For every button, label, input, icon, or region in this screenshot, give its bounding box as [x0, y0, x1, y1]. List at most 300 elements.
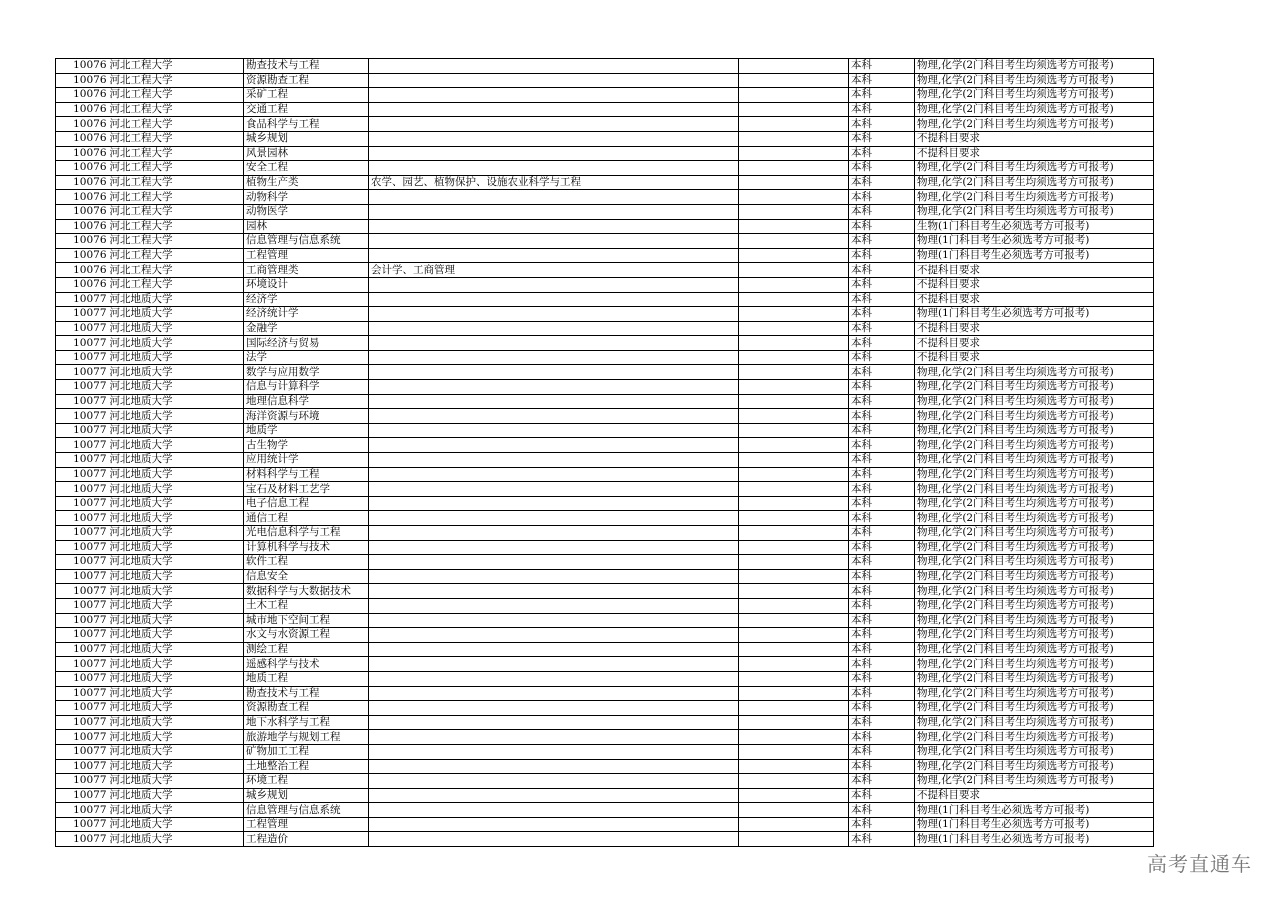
school-code-cell: 10076: [56, 161, 109, 176]
school-name-cell: 河北地质大学: [109, 467, 244, 482]
blank-cell: [739, 613, 849, 628]
subject-requirement-cell: 物理,化学(2门科目考生均须选考方可报考): [915, 423, 1154, 438]
subject-requirement-cell: 物理,化学(2门科目考生均须选考方可报考): [915, 657, 1154, 672]
school-name-cell: 河北地质大学: [109, 292, 244, 307]
subject-requirement-cell: 物理,化学(2门科目考生均须选考方可报考): [915, 175, 1154, 190]
school-code-cell: 10077: [56, 336, 109, 351]
level-cell: 本科: [849, 453, 915, 468]
blank-cell: [739, 88, 849, 103]
blank-cell: [739, 511, 849, 526]
blank-cell: [739, 336, 849, 351]
school-name-cell: 河北工程大学: [109, 248, 244, 263]
included-majors-cell: [369, 453, 739, 468]
table-row: [56, 365, 1154, 380]
major-name-cell: 国际经济与贸易: [244, 336, 369, 351]
table-row: [56, 671, 1154, 686]
major-name-cell: 海洋资源与环境: [244, 409, 369, 424]
school-code-cell: 10077: [56, 642, 109, 657]
subject-requirement-cell: 不提科目要求: [915, 131, 1154, 146]
included-majors-cell: [369, 730, 739, 745]
school-name-cell: 河北地质大学: [109, 613, 244, 628]
blank-cell: [739, 234, 849, 249]
major-name-cell: 食品科学与工程: [244, 117, 369, 132]
level-cell: 本科: [849, 671, 915, 686]
school-code-cell: 10076: [56, 234, 109, 249]
table-row: [56, 380, 1154, 395]
level-cell: 本科: [849, 496, 915, 511]
table-body: [56, 59, 1154, 847]
table-row: [56, 88, 1154, 103]
table-row: [56, 277, 1154, 292]
school-code-cell: 10076: [56, 73, 109, 88]
level-cell: 本科: [849, 117, 915, 132]
blank-cell: [739, 146, 849, 161]
included-majors-cell: [369, 146, 739, 161]
table-row: [56, 438, 1154, 453]
major-name-cell: 应用统计学: [244, 453, 369, 468]
subject-requirement-cell: 不提科目要求: [915, 350, 1154, 365]
subject-requirement-cell: 物理,化学(2门科目考生均须选考方可报考): [915, 511, 1154, 526]
blank-cell: [739, 744, 849, 759]
table-row: [56, 350, 1154, 365]
school-name-cell: 河北地质大学: [109, 774, 244, 789]
major-name-cell: 通信工程: [244, 511, 369, 526]
major-name-cell: 交通工程: [244, 102, 369, 117]
blank-cell: [739, 409, 849, 424]
included-majors-cell: [369, 161, 739, 176]
major-name-cell: 材料科学与工程: [244, 467, 369, 482]
school-code-cell: 10077: [56, 569, 109, 584]
major-name-cell: 地下水科学与工程: [244, 715, 369, 730]
school-name-cell: 河北地质大学: [109, 715, 244, 730]
blank-cell: [739, 438, 849, 453]
major-name-cell: 测绘工程: [244, 642, 369, 657]
major-name-cell: 地质工程: [244, 671, 369, 686]
school-name-cell: 河北地质大学: [109, 540, 244, 555]
level-cell: 本科: [849, 380, 915, 395]
subject-requirement-cell: 物理,化学(2门科目考生均须选考方可报考): [915, 686, 1154, 701]
major-name-cell: 环境设计: [244, 277, 369, 292]
school-name-cell: 河北地质大学: [109, 350, 244, 365]
subject-requirement-cell: 物理,化学(2门科目考生均须选考方可报考): [915, 715, 1154, 730]
table-row: [56, 117, 1154, 132]
blank-cell: [739, 394, 849, 409]
table-row: [56, 59, 1154, 74]
level-cell: 本科: [849, 321, 915, 336]
school-code-cell: 10076: [56, 59, 109, 74]
included-majors-cell: [369, 569, 739, 584]
level-cell: 本科: [849, 336, 915, 351]
school-name-cell: 河北地质大学: [109, 453, 244, 468]
subject-requirement-cell: 物理,化学(2门科目考生均须选考方可报考): [915, 759, 1154, 774]
blank-cell: [739, 628, 849, 643]
major-name-cell: 采矿工程: [244, 88, 369, 103]
major-name-cell: 信息管理与信息系统: [244, 803, 369, 818]
blank-cell: [739, 175, 849, 190]
table-row: [56, 774, 1154, 789]
major-name-cell: 勘查技术与工程: [244, 59, 369, 74]
school-code-cell: 10077: [56, 715, 109, 730]
major-name-cell: 动物科学: [244, 190, 369, 205]
table-row: [56, 598, 1154, 613]
included-majors-cell: [369, 380, 739, 395]
major-name-cell: 土木工程: [244, 598, 369, 613]
subject-requirement-cell: 物理(1门科目考生必须选考方可报考): [915, 832, 1154, 847]
school-name-cell: 河北工程大学: [109, 219, 244, 234]
included-majors-cell: 会计学、工商管理: [369, 263, 739, 278]
level-cell: 本科: [849, 803, 915, 818]
subject-requirement-cell: 不提科目要求: [915, 292, 1154, 307]
included-majors-cell: [369, 277, 739, 292]
subject-requirement-cell: 不提科目要求: [915, 788, 1154, 803]
subject-requirement-cell: 物理(1门科目考生必须选考方可报考): [915, 817, 1154, 832]
included-majors-cell: [369, 715, 739, 730]
table-row: [56, 453, 1154, 468]
blank-cell: [739, 803, 849, 818]
school-name-cell: 河北地质大学: [109, 832, 244, 847]
level-cell: 本科: [849, 59, 915, 74]
included-majors-cell: [369, 88, 739, 103]
level-cell: 本科: [849, 423, 915, 438]
school-code-cell: 10077: [56, 555, 109, 570]
school-name-cell: 河北地质大学: [109, 803, 244, 818]
school-code-cell: 10077: [56, 628, 109, 643]
included-majors-cell: [369, 511, 739, 526]
level-cell: 本科: [849, 438, 915, 453]
table-row: [56, 161, 1154, 176]
level-cell: 本科: [849, 204, 915, 219]
subject-requirement-cell: 物理,化学(2门科目考生均须选考方可报考): [915, 598, 1154, 613]
level-cell: 本科: [849, 350, 915, 365]
blank-cell: [739, 263, 849, 278]
included-majors-cell: [369, 423, 739, 438]
school-code-cell: 10076: [56, 131, 109, 146]
school-name-cell: 河北地质大学: [109, 598, 244, 613]
level-cell: 本科: [849, 219, 915, 234]
major-name-cell: 城乡规划: [244, 788, 369, 803]
table-row: [56, 540, 1154, 555]
major-name-cell: 植物生产类: [244, 175, 369, 190]
level-cell: 本科: [849, 540, 915, 555]
subject-requirement-cell: 物理,化学(2门科目考生均须选考方可报考): [915, 744, 1154, 759]
table-row: [56, 175, 1154, 190]
included-majors-cell: [369, 409, 739, 424]
included-majors-cell: [369, 671, 739, 686]
included-majors-cell: [369, 102, 739, 117]
included-majors-cell: [369, 365, 739, 380]
level-cell: 本科: [849, 569, 915, 584]
school-name-cell: 河北地质大学: [109, 555, 244, 570]
blank-cell: [739, 496, 849, 511]
school-code-cell: 10077: [56, 730, 109, 745]
school-name-cell: 河北工程大学: [109, 175, 244, 190]
level-cell: 本科: [849, 744, 915, 759]
school-code-cell: 10077: [56, 803, 109, 818]
major-name-cell: 信息与计算科学: [244, 380, 369, 395]
included-majors-cell: [369, 496, 739, 511]
school-code-cell: 10076: [56, 248, 109, 263]
school-name-cell: 河北工程大学: [109, 204, 244, 219]
major-name-cell: 园林: [244, 219, 369, 234]
level-cell: 本科: [849, 555, 915, 570]
school-code-cell: 10077: [56, 598, 109, 613]
subject-requirement-cell: 不提科目要求: [915, 277, 1154, 292]
table-row: [56, 482, 1154, 497]
school-code-cell: 10077: [56, 759, 109, 774]
blank-cell: [739, 730, 849, 745]
included-majors-cell: [369, 584, 739, 599]
subject-requirement-cell: 物理,化学(2门科目考生均须选考方可报考): [915, 569, 1154, 584]
subject-requirement-cell: 物理,化学(2门科目考生均须选考方可报考): [915, 467, 1154, 482]
subject-requirement-cell: 物理,化学(2门科目考生均须选考方可报考): [915, 380, 1154, 395]
blank-cell: [739, 642, 849, 657]
school-name-cell: 河北地质大学: [109, 628, 244, 643]
blank-cell: [739, 671, 849, 686]
included-majors-cell: [369, 482, 739, 497]
major-name-cell: 法学: [244, 350, 369, 365]
school-code-cell: 10076: [56, 175, 109, 190]
school-name-cell: 河北地质大学: [109, 686, 244, 701]
subject-requirement-cell: 不提科目要求: [915, 321, 1154, 336]
blank-cell: [739, 788, 849, 803]
school-name-cell: 河北工程大学: [109, 59, 244, 74]
school-name-cell: 河北工程大学: [109, 277, 244, 292]
subject-requirement-cell: 不提科目要求: [915, 146, 1154, 161]
major-name-cell: 工程管理: [244, 248, 369, 263]
included-majors-cell: [369, 321, 739, 336]
included-majors-cell: [369, 803, 739, 818]
level-cell: 本科: [849, 642, 915, 657]
major-name-cell: 旅游地学与规划工程: [244, 730, 369, 745]
school-code-cell: 10077: [56, 423, 109, 438]
table-row: [56, 248, 1154, 263]
school-code-cell: 10077: [56, 350, 109, 365]
school-name-cell: 河北地质大学: [109, 394, 244, 409]
school-name-cell: 河北工程大学: [109, 131, 244, 146]
blank-cell: [739, 482, 849, 497]
subject-requirement-cell: 物理,化学(2门科目考生均须选考方可报考): [915, 102, 1154, 117]
included-majors-cell: [369, 131, 739, 146]
subject-requirement-cell: 物理,化学(2门科目考生均须选考方可报考): [915, 453, 1154, 468]
included-majors-cell: [369, 832, 739, 847]
blank-cell: [739, 248, 849, 263]
table-row: [56, 307, 1154, 322]
subject-requirement-cell: 物理(1门科目考生必须选考方可报考): [915, 803, 1154, 818]
school-code-cell: 10077: [56, 657, 109, 672]
blank-cell: [739, 117, 849, 132]
school-name-cell: 河北地质大学: [109, 657, 244, 672]
included-majors-cell: [369, 759, 739, 774]
level-cell: 本科: [849, 701, 915, 716]
blank-cell: [739, 701, 849, 716]
major-name-cell: 遥感科学与技术: [244, 657, 369, 672]
school-code-cell: 10077: [56, 453, 109, 468]
level-cell: 本科: [849, 598, 915, 613]
table-row: [56, 657, 1154, 672]
table-row: [56, 146, 1154, 161]
blank-cell: [739, 350, 849, 365]
major-name-cell: 水文与水资源工程: [244, 628, 369, 643]
included-majors-cell: [369, 190, 739, 205]
major-name-cell: 环境工程: [244, 774, 369, 789]
level-cell: 本科: [849, 467, 915, 482]
blank-cell: [739, 190, 849, 205]
blank-cell: [739, 715, 849, 730]
school-code-cell: 10076: [56, 263, 109, 278]
table-row: [56, 701, 1154, 716]
blank-cell: [739, 380, 849, 395]
level-cell: 本科: [849, 394, 915, 409]
school-name-cell: 河北地质大学: [109, 788, 244, 803]
level-cell: 本科: [849, 88, 915, 103]
level-cell: 本科: [849, 511, 915, 526]
school-name-cell: 河北地质大学: [109, 744, 244, 759]
school-name-cell: 河北工程大学: [109, 161, 244, 176]
school-code-cell: 10077: [56, 788, 109, 803]
table-row: [56, 555, 1154, 570]
table-row: [56, 686, 1154, 701]
school-code-cell: 10077: [56, 438, 109, 453]
school-name-cell: 河北地质大学: [109, 307, 244, 322]
table-row: [56, 613, 1154, 628]
included-majors-cell: [369, 307, 739, 322]
table-row: [56, 759, 1154, 774]
table-row: [56, 336, 1154, 351]
blank-cell: [739, 321, 849, 336]
level-cell: 本科: [849, 102, 915, 117]
admission-table: [55, 58, 1154, 847]
level-cell: 本科: [849, 730, 915, 745]
school-name-cell: 河北地质大学: [109, 482, 244, 497]
subject-requirement-cell: 物理,化学(2门科目考生均须选考方可报考): [915, 496, 1154, 511]
school-code-cell: 10077: [56, 832, 109, 847]
blank-cell: [739, 453, 849, 468]
level-cell: 本科: [849, 234, 915, 249]
blank-cell: [739, 307, 849, 322]
level-cell: 本科: [849, 277, 915, 292]
subject-requirement-cell: 物理,化学(2门科目考生均须选考方可报考): [915, 190, 1154, 205]
subject-requirement-cell: 物理,化学(2门科目考生均须选考方可报考): [915, 73, 1154, 88]
subject-requirement-cell: 物理,化学(2门科目考生均须选考方可报考): [915, 482, 1154, 497]
included-majors-cell: [369, 394, 739, 409]
subject-requirement-cell: 物理,化学(2门科目考生均须选考方可报考): [915, 88, 1154, 103]
blank-cell: [739, 832, 849, 847]
blank-cell: [739, 277, 849, 292]
school-code-cell: 10076: [56, 219, 109, 234]
school-code-cell: 10076: [56, 146, 109, 161]
blank-cell: [739, 774, 849, 789]
blank-cell: [739, 555, 849, 570]
school-name-cell: 河北地质大学: [109, 817, 244, 832]
table-row: [56, 730, 1154, 745]
major-name-cell: 数据科学与大数据技术: [244, 584, 369, 599]
subject-requirement-cell: 物理,化学(2门科目考生均须选考方可报考): [915, 540, 1154, 555]
school-name-cell: 河北地质大学: [109, 584, 244, 599]
major-name-cell: 经济学: [244, 292, 369, 307]
included-majors-cell: [369, 336, 739, 351]
blank-cell: [739, 365, 849, 380]
table-row: [56, 817, 1154, 832]
major-name-cell: 矿物加工工程: [244, 744, 369, 759]
subject-requirement-cell: 物理,化学(2门科目考生均须选考方可报考): [915, 394, 1154, 409]
included-majors-cell: [369, 219, 739, 234]
school-name-cell: 河北工程大学: [109, 88, 244, 103]
major-name-cell: 光电信息科学与工程: [244, 526, 369, 541]
included-majors-cell: [369, 788, 739, 803]
school-code-cell: 10077: [56, 817, 109, 832]
school-name-cell: 河北地质大学: [109, 496, 244, 511]
school-code-cell: 10077: [56, 467, 109, 482]
blank-cell: [739, 423, 849, 438]
subject-requirement-cell: 生物(1门科目考生必须选考方可报考): [915, 219, 1154, 234]
blank-cell: [739, 161, 849, 176]
school-code-cell: 10076: [56, 190, 109, 205]
major-name-cell: 古生物学: [244, 438, 369, 453]
level-cell: 本科: [849, 584, 915, 599]
blank-cell: [739, 102, 849, 117]
included-majors-cell: [369, 642, 739, 657]
major-name-cell: 地质学: [244, 423, 369, 438]
school-name-cell: 河北地质大学: [109, 642, 244, 657]
included-majors-cell: [369, 350, 739, 365]
level-cell: 本科: [849, 409, 915, 424]
included-majors-cell: [369, 292, 739, 307]
level-cell: 本科: [849, 146, 915, 161]
table-row: [56, 190, 1154, 205]
major-name-cell: 安全工程: [244, 161, 369, 176]
school-code-cell: 10077: [56, 701, 109, 716]
level-cell: 本科: [849, 263, 915, 278]
level-cell: 本科: [849, 832, 915, 847]
major-name-cell: 数学与应用数学: [244, 365, 369, 380]
major-name-cell: 土地整治工程: [244, 759, 369, 774]
school-name-cell: 河北工程大学: [109, 146, 244, 161]
table-row: [56, 131, 1154, 146]
blank-cell: [739, 584, 849, 599]
subject-requirement-cell: 物理,化学(2门科目考生均须选考方可报考): [915, 59, 1154, 74]
included-majors-cell: [369, 613, 739, 628]
major-name-cell: 信息管理与信息系统: [244, 234, 369, 249]
blank-cell: [739, 598, 849, 613]
major-name-cell: 工程造价: [244, 832, 369, 847]
subject-requirement-cell: 物理,化学(2门科目考生均须选考方可报考): [915, 730, 1154, 745]
major-name-cell: 资源勘查工程: [244, 73, 369, 88]
table-row: [56, 73, 1154, 88]
included-majors-cell: [369, 701, 739, 716]
school-code-cell: 10076: [56, 277, 109, 292]
included-majors-cell: [369, 686, 739, 701]
subject-requirement-cell: 物理,化学(2门科目考生均须选考方可报考): [915, 584, 1154, 599]
major-name-cell: 信息安全: [244, 569, 369, 584]
level-cell: 本科: [849, 73, 915, 88]
school-name-cell: 河北工程大学: [109, 102, 244, 117]
table-row: [56, 394, 1154, 409]
major-name-cell: 经济统计学: [244, 307, 369, 322]
level-cell: 本科: [849, 613, 915, 628]
major-name-cell: 勘查技术与工程: [244, 686, 369, 701]
subject-requirement-cell: 物理,化学(2门科目考生均须选考方可报考): [915, 555, 1154, 570]
school-code-cell: 10077: [56, 584, 109, 599]
subject-requirement-cell: 物理,化学(2门科目考生均须选考方可报考): [915, 526, 1154, 541]
subject-requirement-cell: 物理(1门科目考生必须选考方可报考): [915, 307, 1154, 322]
school-name-cell: 河北工程大学: [109, 263, 244, 278]
school-code-cell: 10077: [56, 540, 109, 555]
school-code-cell: 10077: [56, 613, 109, 628]
blank-cell: [739, 569, 849, 584]
table-row: [56, 102, 1154, 117]
school-code-cell: 10077: [56, 511, 109, 526]
level-cell: 本科: [849, 715, 915, 730]
